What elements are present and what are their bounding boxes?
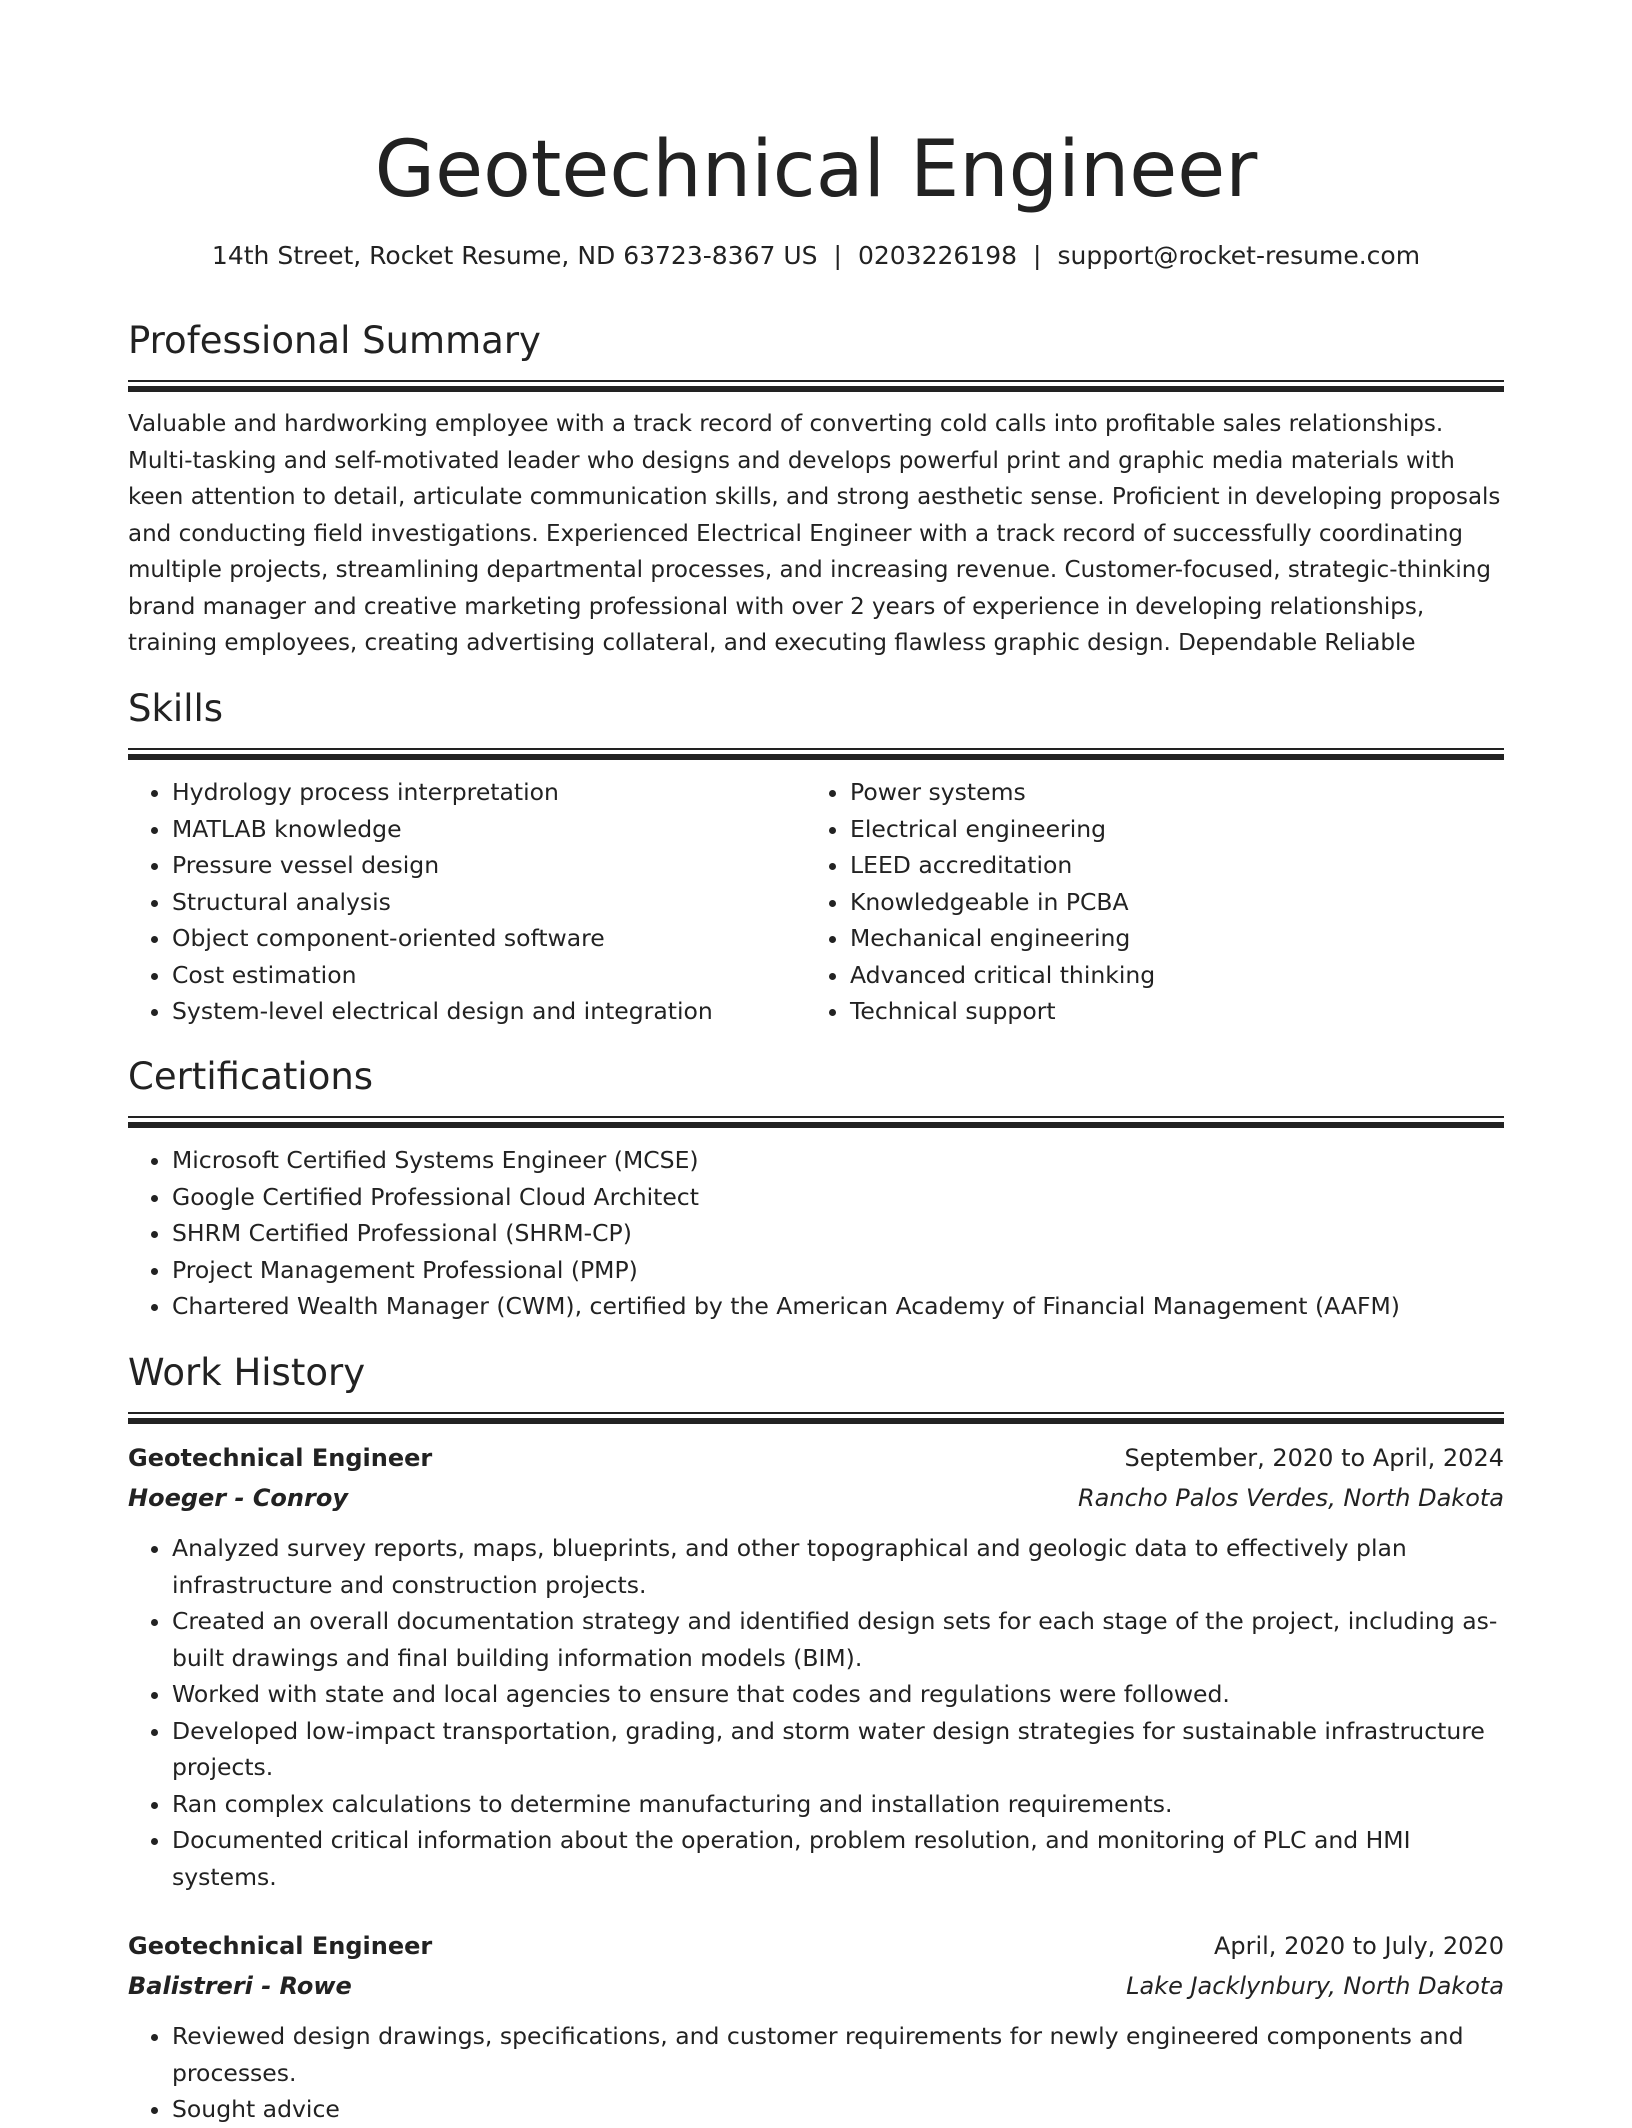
job-entry bbox=[128, 1438, 1504, 1895]
contact-separator: | bbox=[833, 241, 842, 270]
job-location: Lake Jacklynbury, North Dakota bbox=[1126, 1972, 1504, 2000]
section-divider bbox=[128, 1412, 1504, 1414]
work-history-section bbox=[128, 1348, 1504, 1424]
contact-line bbox=[128, 238, 1504, 274]
job-bullet: • Worked with state and local agencies to ensure that codes and regulations were followed. bbox=[172, 1676, 1504, 1713]
section-divider-thick bbox=[128, 386, 1504, 392]
skills-list-right bbox=[806, 774, 1484, 1030]
contact-phone: 0203226198 bbox=[857, 241, 1018, 270]
skill-item: • System-level electrical design and integration bbox=[172, 993, 806, 1030]
job-bullet: • Developed low-impact transportation, grading, and storm water design strategies for sustainable infrastructure projects. bbox=[172, 1713, 1504, 1786]
section-divider-thick bbox=[128, 1122, 1504, 1128]
job-title: Geotechnical Engineer bbox=[128, 1444, 433, 1472]
job-dates: April, 2020 to July, 2020 bbox=[1213, 1932, 1504, 1960]
summary-text: Valuable and hardworking employee with a track record of converting cold calls into profitable sales relationships. Multi-tasking and self-motivated leader who designs and develops powerful print and graphic media materials with keen attention to detail, articulate communication skills, and strong aesthetic sense. Proficient in developing proposals and conducting field investigations. Experienced Electrical Engineer with a track record of successfully coordinating multiple projects, streamlining departmental processes, and increasing revenue. Customer-focused, strategic-thinking brand manager and creative marketing professional with over 2 years of experience in developing relationships, training employees, creating advertising collateral, and executing flawless graphic design. Dependable Reliable bbox=[128, 411, 1501, 656]
summary-section bbox=[128, 316, 1504, 662]
skill-item: • LEED accreditation bbox=[850, 847, 1484, 884]
section-title: Professional Summary bbox=[128, 319, 541, 362]
certifications-list bbox=[128, 1142, 1504, 1325]
skill-item: • Power systems bbox=[850, 774, 1484, 811]
section-divider-thick bbox=[128, 1418, 1504, 1424]
skill-item: • Object component-oriented software bbox=[172, 920, 806, 957]
skill-item: • Advanced critical thinking bbox=[850, 957, 1484, 994]
job-header-row bbox=[128, 1438, 1504, 1478]
job-title: Geotechnical Engineer bbox=[128, 1932, 433, 1960]
certification-item: • Microsoft Certified Systems Engineer (MCSE) bbox=[172, 1142, 1504, 1179]
job-entry bbox=[128, 1926, 1504, 2128]
certifications-section bbox=[128, 1052, 1504, 1325]
skills-list-left bbox=[128, 774, 806, 1030]
job-company-row bbox=[128, 1966, 1504, 2006]
contact-address: 14th Street, Rocket Resume, ND 63723-8367 US bbox=[211, 241, 818, 270]
job-company: Hoeger - Conroy bbox=[128, 1484, 348, 1512]
skills-columns bbox=[128, 774, 1504, 1030]
job-company-row bbox=[128, 1478, 1504, 1518]
job-bullet: • Ran complex calculations to determine manufacturing and installation requirements. bbox=[172, 1786, 1504, 1823]
job-location: Rancho Palos Verdes, North Dakota bbox=[1077, 1484, 1504, 1512]
section-divider bbox=[128, 748, 1504, 750]
job-bullet: • Documented critical information about the operation, problem resolution, and monitoring of PLC and HMI systems. bbox=[172, 1822, 1504, 1895]
skill-item: • Cost estimation bbox=[172, 957, 806, 994]
skill-item: • Structural analysis bbox=[172, 884, 806, 921]
skills-section bbox=[128, 684, 1504, 1030]
skill-item: • Knowledgeable in PCBA bbox=[850, 884, 1484, 921]
section-title: Work History bbox=[128, 1351, 366, 1394]
certification-item: • Project Management Professional (PMP) bbox=[172, 1252, 1504, 1289]
job-header-row bbox=[128, 1926, 1504, 1966]
job-dates: September, 2020 to April, 2024 bbox=[1124, 1444, 1504, 1472]
certification-item: • SHRM Certified Professional (SHRM-CP) bbox=[172, 1215, 1504, 1252]
contact-separator: | bbox=[1033, 241, 1042, 270]
section-divider bbox=[128, 1116, 1504, 1118]
certification-item: • Google Certified Professional Cloud Architect bbox=[172, 1179, 1504, 1216]
skill-item: • Pressure vessel design bbox=[172, 847, 806, 884]
section-title: Skills bbox=[128, 687, 224, 730]
skill-item: • Technical support bbox=[850, 993, 1484, 1030]
job-bullet: • Reviewed design drawings, specifications, and customer requirements for newly engineered components and processes. bbox=[172, 2018, 1504, 2091]
skill-item: • Hydrology process interpretation bbox=[172, 774, 806, 811]
skill-item: • MATLAB knowledge bbox=[172, 811, 806, 848]
job-bullet: • Sought advice bbox=[172, 2091, 1504, 2128]
section-divider bbox=[128, 380, 1504, 382]
job-bullets bbox=[128, 2018, 1504, 2128]
section-divider-thick bbox=[128, 754, 1504, 760]
skill-item: • Mechanical engineering bbox=[850, 920, 1484, 957]
section-title: Certifications bbox=[128, 1055, 374, 1098]
job-bullet: • Created an overall documentation strategy and identified design sets for each stage of the project, including as-built drawings and final building information models (BIM). bbox=[172, 1603, 1504, 1676]
certification-item: • Chartered Wealth Manager (CWM), certified by the American Academy of Financial Management (AAFM) bbox=[172, 1288, 1504, 1325]
job-bullets bbox=[128, 1530, 1504, 1895]
contact-email: support@rocket-resume.com bbox=[1057, 241, 1421, 270]
skill-item: • Electrical engineering bbox=[850, 811, 1484, 848]
job-bullet: • Analyzed survey reports, maps, blueprints, and other topographical and geologic data to effectively plan infrastructure and construction projects. bbox=[172, 1530, 1504, 1603]
job-company: Balistreri - Rowe bbox=[128, 1972, 352, 2000]
resume-name: Geotechnical Engineer bbox=[374, 125, 1258, 215]
